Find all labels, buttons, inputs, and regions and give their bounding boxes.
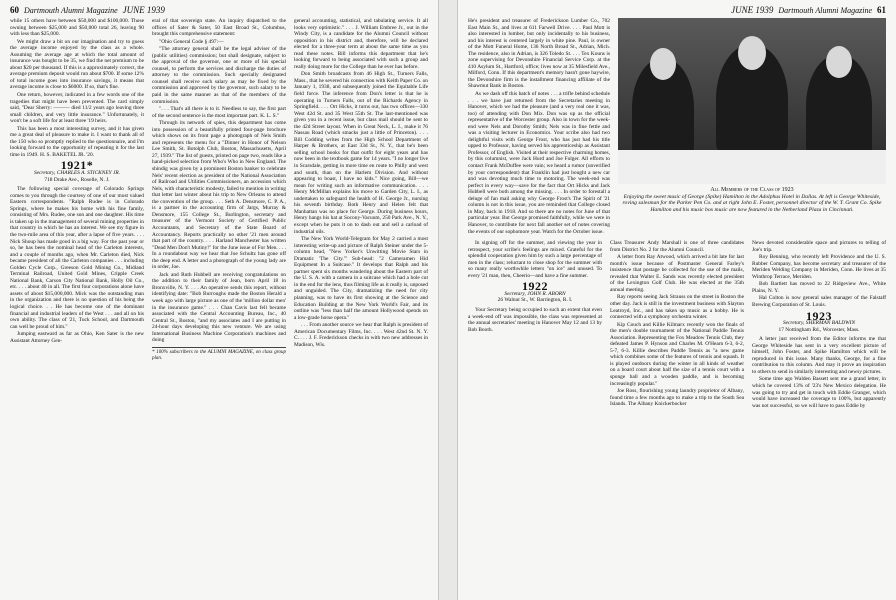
right-column-1 (468, 240, 602, 410)
left-columns (10, 18, 428, 363)
class-secretary: Secretary, CHARLES A. STICKNEY JR. (33, 170, 121, 177)
magazine-title: Dartmouth Alumni Magazine (778, 6, 872, 15)
class-secretary: Secretary, JOHN R. ABORN (504, 290, 566, 297)
paragraph: . . . From another source we hear that Ralph is president of American Documentary Films, Inc. . . . West 42nd St. N. Y. C. . . . J. F. Frederickson checks in with two new addresses in Madison, Wis. (294, 322, 428, 348)
paragraph: A letter from Ray Atwood, which arrived a bit late for last month's issue because of Postmaster General Farley's insistence that postage be collected for the use of the mails, revealed that Walter E. Sands was recently elected president of the Lexington Golf Club. He was elected at the 35th annual meeting. (610, 254, 744, 293)
page-gutter (438, 0, 458, 600)
page-number: 61 (877, 5, 886, 15)
issue-date: JUNE 1939 (731, 5, 774, 15)
paragraph: The New York World-Telegram for May 2 carried a most interesting write-up and picture of Ralph Steiner under the 5-column head, "New Yorker's Unwitting Movie Stars in Dramatic 'The City.'" Sub-head: "2 Cameramen Hid Equipment In a Suitcase." It develops that Ralph and his partner spent six months wandering about the Eastern part of the U. S. A. with a camera in a suitcase which had a hole cut in the end for the lens, thus filming life as it really is, unposed and unguided. The City, dramatizing the need for city planning, was to have its first showing at the Science and Education Building at the New York World's Fair, and its outline was "less than half the amount Hollywood spends on a low-grade horse opera." (294, 236, 428, 321)
paragraph: while 15 others have between $50,000 and $100,000. Those owning between $25,000 and $50,000 total 26, leaving 90 with less than $25,000. (10, 18, 144, 38)
paragraph: Jumping eastward as far as Ohio, Ken Sater is the new Assistant Attorney Gen- (10, 331, 144, 344)
paragraph: Joe Ross, flourishing young laundry proprietor of Albany, found time a few months ago to make a trip to the South Sea Islands. The Albany Knickerbocker (610, 388, 744, 408)
paragraph: He's president and treasurer of Frederickson Lumber Co., 702 East Main St., and lives at 611 Farwell Drive. . . . Paul Mott is also interested in lumber, but only incidentally to his business, and his interest is centered largely in white pine. Paul, is owner of the Mott Funeral Home, 136 North Broad St., Adrian, Mich. The residence, also in Adrian, is 326 Toledo St. . . . Tex Kouns is zone supervising for Devonshire Financial Service Corp. at the 410 Asylum St., Hartford, office; lives now at 35 Milesfield Ave., Milford, Conn. If this department's memory hasn't gone haywire, the Devonshire firm is the installment financing affiliate of the Shawmut Bank in Boston. (468, 18, 610, 90)
class-heading-1922: 1922 (522, 279, 548, 294)
class-heading-1923: 1923 (806, 308, 832, 323)
class-heading-1921: 1921* (60, 158, 94, 173)
paragraph: In signing off for the summer, and viewing the year in retrospect, your scribe's feelings are mixed. Grateful for the splendid cooperation given him by such a large percentage of men in the class; reluctant to close shop for the summer with so many really worthwhile letters "on ice" and unused. To every '21 man, then, Cheerio—and have a fine summer. (468, 240, 602, 279)
left-page (0, 0, 438, 600)
right-page (458, 0, 896, 600)
right-column-3 (752, 240, 886, 410)
left-column-2 (152, 18, 286, 363)
page-number: 60 (10, 5, 19, 15)
left-page-header (10, 5, 428, 15)
footnote: * 100% subscribers to the ALUMNI MAGAZINE, on class group plan. (152, 347, 286, 363)
paragraph: Jack and Ruth Hubbell are receiving congratulations on the addition to their family of Jean, born April 18 in Bronxville, N. Y. . . . An operative sends this report, without identifying date: "Bob Burroughs made the Boston Herald a week ago with large picture as one of the 'million dollar men' in the insurance game." . . . Chan Cavis last fell became associated with the Central Accounting Bureau, Inc., 40 Central St., Boston, "and my associates and I are putting in 24-hour days developing this new venture. We are using International Business Machine Corporation's machines and doing (152, 271, 286, 344)
class-secretary: Secretary, SHERMAN BALDWIN (782, 320, 856, 327)
paragraph: Some time ago Walden Bassett sent me a grand letter, in which he covered 13% of '23's New Mexico delegation. He was going to try and get in touch with Eddie Granger, which would have increased the coverage to 100%, but apparently was not successful, so we will have to pass Eddie by (752, 376, 886, 409)
paragraph: Kip Couch and Killie Kilmarx recently won the finals of the men's double tournament of the National Paddle Tennis Association. Representing the Fox Meadow Tennis Club, they defeated James P. Hynson and Charles M. O'Hearn 6-3, 6-2, 5-7, 6-3. Killie describes Paddle Tennis as "a new game which combines some of the features of tennis and squash. It is played outdoors during the winter in all kinds of weather on a board court about half the size of a tennis court with a sponge ball and a wooden paddle, and is becoming increasingly popular." (610, 321, 744, 387)
paragraph: Through its network of spies, this department has come into possession of a beautifully printed four-page brochure which shows on its front page a photograph of Nels Smith and represents the menu for a "Dinner in Honor of Nelson Lee Smith, St. Botolph Club, Boston, Massachusetts, April 27, 1939." The list of guests, printed on page two, reads like a hand-picked selection from Who's Who in New England. The shindig was given by a prominent Boston banker to celebrate Nels' recent election as president of the National Association of Railroad and Utilities Commissioners, an accession which Nels, with characteristic modesty, failed to mention in writing that letter last winter about his trip to New Orleans to attend the convention of the group. . . . Seth A. Densmore, C. P. A., is a partner in the accounting firm of Jargs, Murray & Densmore, 155 College St., Burlington, secretary and treasurer of the Vermont Society of Certified Public Accountants, and Secretary of the State Board of Accountancy. Reports practically no other '21 men around that part of the country. . . . Harland Manchester has written "Dead Men Don't Mutiny!" for the June issue of For Men. . . . In a roundabout way we hear that Joe Schultz has gone off the deep end. A letter and a photograph of the young lady are in order, Joe. (152, 120, 286, 271)
secretary-address: 718 Drake Ave., Roselle, N. J. (44, 176, 110, 183)
paragraph: general accounting, statistical, and tabulating service. It all looks very optimistic." . . . J. William Embree Jr., out in the Windy City, is a candidate for the Alumni Council without opposition in his district and, therefore, will be declared elected for a three-year term at about the same time as you read these notes. Bill informs this department that he's looking forward to being associated with such a group and really doing more for the College than he ever has before. (294, 18, 428, 70)
top-section (468, 18, 886, 236)
right-column-1-top (468, 18, 610, 236)
paragraph: Bob Bartlett has moved to 22 Ridgeview Ave., White Plains, N. Y. (752, 281, 886, 294)
caption-title: All Members of the Class of 1923 (710, 187, 794, 193)
secretary-address: 17 Nottingham Rd., Worcester, Mass. (778, 326, 860, 333)
photo-caption (618, 187, 886, 213)
right-column-2 (610, 240, 744, 410)
caption-body: Enjoying the sweet music of George (Spike) Hamilton in the Adolphus Hotel in Dallas. At left is George Whiteside, roving salesman for the Parker Pen Co. and at right John E. Foster, personnel director of the W. T. Grant Co. Spike Hamilton and his music box music are now featured in the Netherland Plaza in Cincinnati. (622, 193, 882, 213)
paragraph: This has been a most interesting survey, and it has given me a great deal of pleasure to make it. I want to thank all of the 150 who so promptly replied to the questionnaire, and I'm looking forward to the opportunity of repeating it for the last time in 1949. H. S. BAKETEL JR. '20. (10, 125, 144, 158)
left-column-1 (10, 18, 144, 363)
right-page-header (468, 5, 886, 15)
magazine-title: Dartmouth Alumni Magazine (24, 6, 118, 15)
photo-figure (618, 18, 886, 236)
paragraph: News devoted considerable space and pictures to telling of Joe's trip. (752, 240, 886, 253)
paragraph: "The attorney general shall be the legal adviser of the (public utilities) commission; but shall designate, subject to the approval of the governor, one or more of his special counsel, to perform the services and discharge the duties of attorney to the commission. Such specially designated counsel shall receive such salary as may be fixed by the commission and approved by the governor, such salary to be paid in the same manner as that of the members of the commission. (152, 46, 286, 105)
secretary-address: 26 Walnut St., W. Barrington, R. I. (497, 297, 573, 304)
paragraph: As we dash off this batch of notes . . . a trifle behind schedule . . . we have just returned from the Secretaries meeting in Hanover, which we had the pleasure (and a very real one it was, too) of attending with Don Mix. Don was up as the official representative of the Worcester group. Also in town for the week-end were Nels and Dorothy Smith; Nels was in fine fettle and was a visiting lecturer in Economics. Your scribe also had two delightful visits with George Frost, who has just had his title upped to Professor, having served his apprenticeship as Assistant Professor, of English. Visited at their respective charming homes, by this columnist, were Jack Hurd and Joe Folger. All efforts to contact Frank McDuffee were vain; we heard a rumor (unverified by your correspondent) that Franklin had just bought a new car and was devoting much time to motoring. The week-end was perfect in every way—save for the fact that Ort Hicks and Jack Hubbell were both among the missing. . . . In order to forestall a deluge of fan mail asking why George Frost's The Spirit of '21 column is not in this issue, you are reminded that College closed in May, back in 1918. And so there are no notes for June of that particular year. But George promised faithfully, while we were in Hanover, to contribute for next fall another set of notes covering the events of our sophomore year. Watch for the October issue. (468, 91, 610, 235)
paragraph: "Ohio General Code § 497:— (159, 38, 224, 45)
paragraph: One return, however, indicated in a few words one of the tragedies that might have been prevented. The card simply said, "Dear Sherry: ——— died 11/2 years ago leaving three small children, and very little insurance." Unfortunately, it won't be a soft life for at least three '19 heirs. (10, 92, 144, 125)
paragraph: eral of that sovereign state. An inquiry dispatched to the offices of Sater & Sater, 50 East Broad St., Columbus, brought this comprehensive statement: (152, 18, 286, 38)
issue-date: JUNE 1939 (122, 5, 165, 15)
paragraph: Roy Benning, who recently left Providence and the U. S. Rubber Company, has become secretary and treasurer of the Meriden Welding Company in Meriden, Conn. He lives at 35 Winthrop Terrace, Meriden. (752, 254, 886, 280)
paragraph: Ray reports seeing Jack Strauss on the street in Boston the other day. Jack is still in the investment business with Slayton Leatroyd, Inc., and has taken up music as a hobby. He is connected with a symphony orchestra winter. (610, 294, 744, 321)
paragraph: ". . . That's all there is to it. Needless to say, the first part of the second sentence is the most important part. K. L. S." (152, 106, 286, 119)
paragraph: Class Treasurer Andy Marshall is one of three candidates from District No. 2 for the Alumni Council. (610, 240, 744, 253)
paragraph: A letter just received from the Editor informs me that George Whiteside has sent in a very excellent picture of himself, John Foster, and Spike Hamilton which will be reproduced in this issue. Many thanks, George, for a fine contribution to this column. And may it prove an inspiration to others to send in similarly interesting and newsy pictures. (752, 336, 886, 375)
paragraph: The following special coverage of Colorado Springs comes to you through the courtesy of one of our most valued Eastern correspondents. "Ralph Rudee is in Colorado Springs, where he makes his home with his fine family, consisting of Mrs. Rudee, one son and one daughter. His time is taken up in the management of several mining properties in that country in which he has an interest. We see my figure in the two-mile area of this year, after a lapse of five years. . . . Nick Shoup has made good in a big way. For the past year or so, he has been the nominal head of the Carleton interests, and a couple of months ago, when Mr. Carleton died, Nick became president of all the Carleton companies . . . including Golden Cycle Corp., Greeson Gold Mining Co., Midland Terminal Railroad, United Gold Mines, Cripple Creek National Bank, Carson City National Bank, Holly Oil Co., etc. . . . about 40 in all. The first four corporations alone have assets of about $15,000,000. Mick was the outstanding man in the organization and there is no question of his being the logical choice. . . He has become one of the dominant financial and industrial leaders of the West . . . and all on his own ability. The class of '21, Tuck School, and Dartmouth can well be proud of him." (10, 186, 144, 330)
right-columns (468, 240, 886, 410)
paragraph: Your Secretary being occupied to such an extent that even a week-end off was impossible, the class was represented at the annual secretaries' meeting in Hanover May 12 and 13 by Bob Booth. (468, 306, 602, 333)
left-column-3 (294, 18, 428, 363)
paragraph: We might draw a bit on our imagination and try to guess the average income enjoyed by the class as a whole. Assuming the average age at which the total amount of insurance was bought to be 35, we find the net premium to be about $20 per thousand. If this is a approximately correct, the average premium deposit would run about $700. If some 12% of total income goes into insurance savings, it means that average income is close to $6000. If so, that's fine. (10, 38, 144, 91)
class-photo (618, 18, 886, 184)
paragraph: Don Smith broadcasts from 46 High St., Turners Falls, Mass., that he severed his connection with Keith Paper Co. on January 1, 1938, and subsequently joined the Equitable Life field force. The inference from Don's letter is that he is operating in Turners Falls, out of the Richards Agency in Springfield. . . . Ort Hicks, it turns out, has two offices—330 West 42d St. and 35 West 55th St. The last-mentioned was given you in a recent issue, but class mail should be sent to the 42d Street layout. When in Great Neck, L. I., make it 76 Nassau Road (which smacks just a little of Princeton). . . . Bill Codding writes from the High School Department of Harper & Brothers, at East 33d St., N. Y., that he's been selling school books for that outfit for eight years and has now been in the textbook game for 14 years. "I no longer live in Scarsdale, getting in more time en route to Philly and west and south, than on the Harlem Division. And without appearing to boast, I have no kids." Nice going, Bill—we mean for writing such an informative communication. . . . Henry McMillan explains his move to Garden City, L. I., as undertaken to safeguard the health of H. George Jr., nursing his seventh birthday. Both Henry and Helen felt that Manhattan was no place for George. During business hours, Henry hangs his hat at Socony-Vacuum, 250 Park Ave., N. Y., except when he puts it on to dash out and sell a carload of industrial oils. (294, 71, 428, 235)
paragraph: Hal Colton is now general sales manager of the Falstaff Brewing Corporation of St. Louis. (752, 295, 886, 308)
